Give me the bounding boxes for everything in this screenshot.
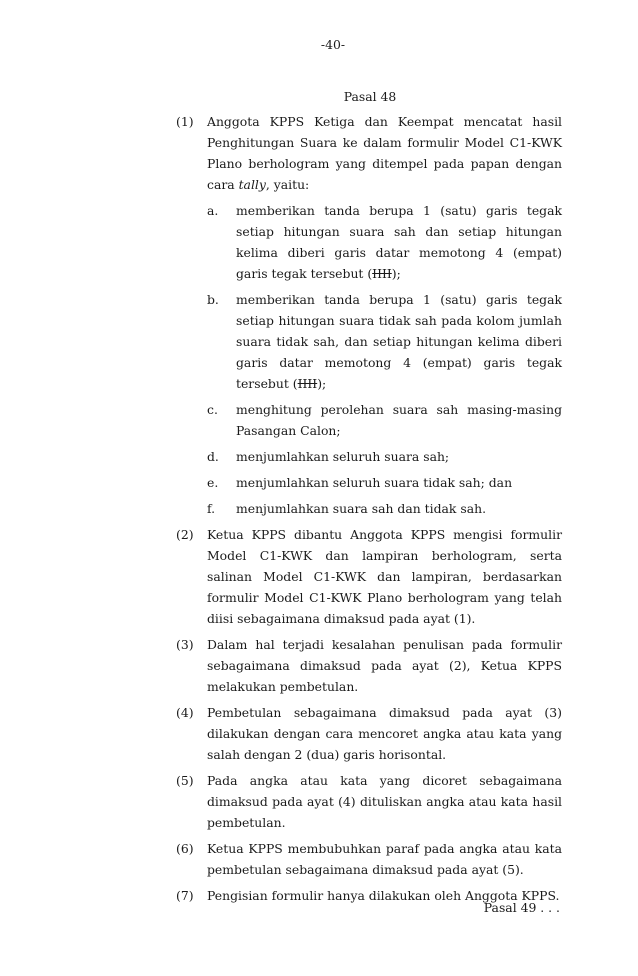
ayat-1 — [176, 111, 562, 519]
ayat-4 — [176, 702, 562, 765]
ayat-text: Pengisian formulir hanya dilakukan oleh Anggota KPPS. — [207, 888, 560, 903]
point-text: menjumlahkan seluruh suara tidak sah; dan — [236, 475, 513, 490]
ayat-text: Pada angka atau kata yang dicoret sebagaimana dimaksud pada ayat (4) dituliskan angka atau kata hasil pembetulan. — [207, 773, 562, 830]
point-a — [207, 200, 562, 284]
ayat-5 — [176, 770, 562, 833]
ayat-number: (7) — [176, 888, 194, 903]
point-text-end: ); — [391, 266, 401, 281]
ayat-6 — [176, 838, 562, 880]
ayat-number: (3) — [176, 637, 194, 652]
ayat-text-start: Anggota KPPS Ketiga dan Keempat mencatat hasil Penghitungan Suara ke dalam formulir Model C1-KWK Plano berhologram yang ditempel pada papan dengan cara — [207, 114, 562, 192]
ayat-text-end: , yaitu: — [265, 177, 310, 192]
ayat-body — [207, 111, 562, 519]
point-text: menghitung perolehan suara sah masing-masing Pasangan Calon; — [236, 402, 562, 438]
point-text — [236, 200, 562, 284]
ayat-number: (6) — [176, 841, 194, 856]
point-letter: e. — [207, 475, 219, 490]
point-f — [207, 498, 562, 519]
page-number: -40- — [320, 37, 346, 52]
point-text — [236, 289, 562, 394]
point-letter: c. — [207, 402, 218, 417]
tally-mark: IIII — [297, 376, 318, 391]
point-letter: d. — [207, 449, 219, 464]
point-text: menjumlahkan seluruh suara sah; — [236, 449, 450, 464]
ayat-text: Pembetulan sebagaimana dimaksud pada ayat (3) dilakukan dengan cara mencoret angka atau kata yang salah dengan 2 (dua) garis horisontal. — [207, 705, 562, 762]
point-letter: b. — [207, 292, 219, 307]
ayat-2 — [176, 524, 562, 629]
point-text-body: memberikan tanda berupa 1 (satu) garis tegak setiap hitungan suara sah dan setiap hitungan kelima diberi garis datar memotong 4 (empat) garis tegak tersebut ( — [236, 203, 562, 281]
point-letter: f. — [207, 501, 216, 516]
pasal-title: Pasal 48 — [343, 89, 397, 104]
ayat-text: Ketua KPPS membubuhkan paraf pada angka atau kata pembetulan sebagaimana dimaksud pada ayat (5). — [207, 841, 562, 877]
ayat-3 — [176, 634, 562, 697]
ayat-text-italic: tally — [238, 177, 266, 192]
point-text: menjumlahkan suara sah dan tidak sah. — [236, 501, 487, 516]
ayat-text — [207, 111, 562, 195]
ayat-text: Ketua KPPS dibantu Anggota KPPS mengisi formulir Model C1-KWK dan lampiran berhologram, serta salinan Model C1-KWK dan lampiran, berdasarkan formulir Model C1-KWK Plano berhologram yang telah diisi sebagaimana dimaksud pada ayat (1). — [207, 527, 562, 626]
point-d — [207, 446, 562, 467]
ayat-text: Dalam hal terjadi kesalahan penulisan pada formulir sebagaimana dimaksud pada ayat (2), Ketua KPPS melakukan pembetulan. — [207, 637, 562, 694]
point-list — [207, 200, 562, 519]
point-c — [207, 399, 562, 441]
point-b — [207, 289, 562, 394]
point-text-body: memberikan tanda berupa 1 (satu) garis tegak setiap hitungan suara tidak sah pada kolom jumlah suara tidak sah, dan setiap hitungan kelima diberi garis datar memotong 4 (empat) garis tegak tersebut ( — [236, 292, 562, 391]
point-text-end: ); — [317, 376, 327, 391]
ayat-number: (1) — [176, 114, 194, 129]
next-page-reference: Pasal 49 . . . — [483, 900, 560, 915]
pasal-content — [176, 111, 562, 911]
point-letter: a. — [207, 203, 219, 218]
ayat-number: (2) — [176, 527, 194, 542]
tally-mark: IIII — [372, 266, 392, 281]
ayat-number: (5) — [176, 773, 194, 788]
point-e — [207, 472, 562, 493]
ayat-number: (4) — [176, 705, 194, 720]
